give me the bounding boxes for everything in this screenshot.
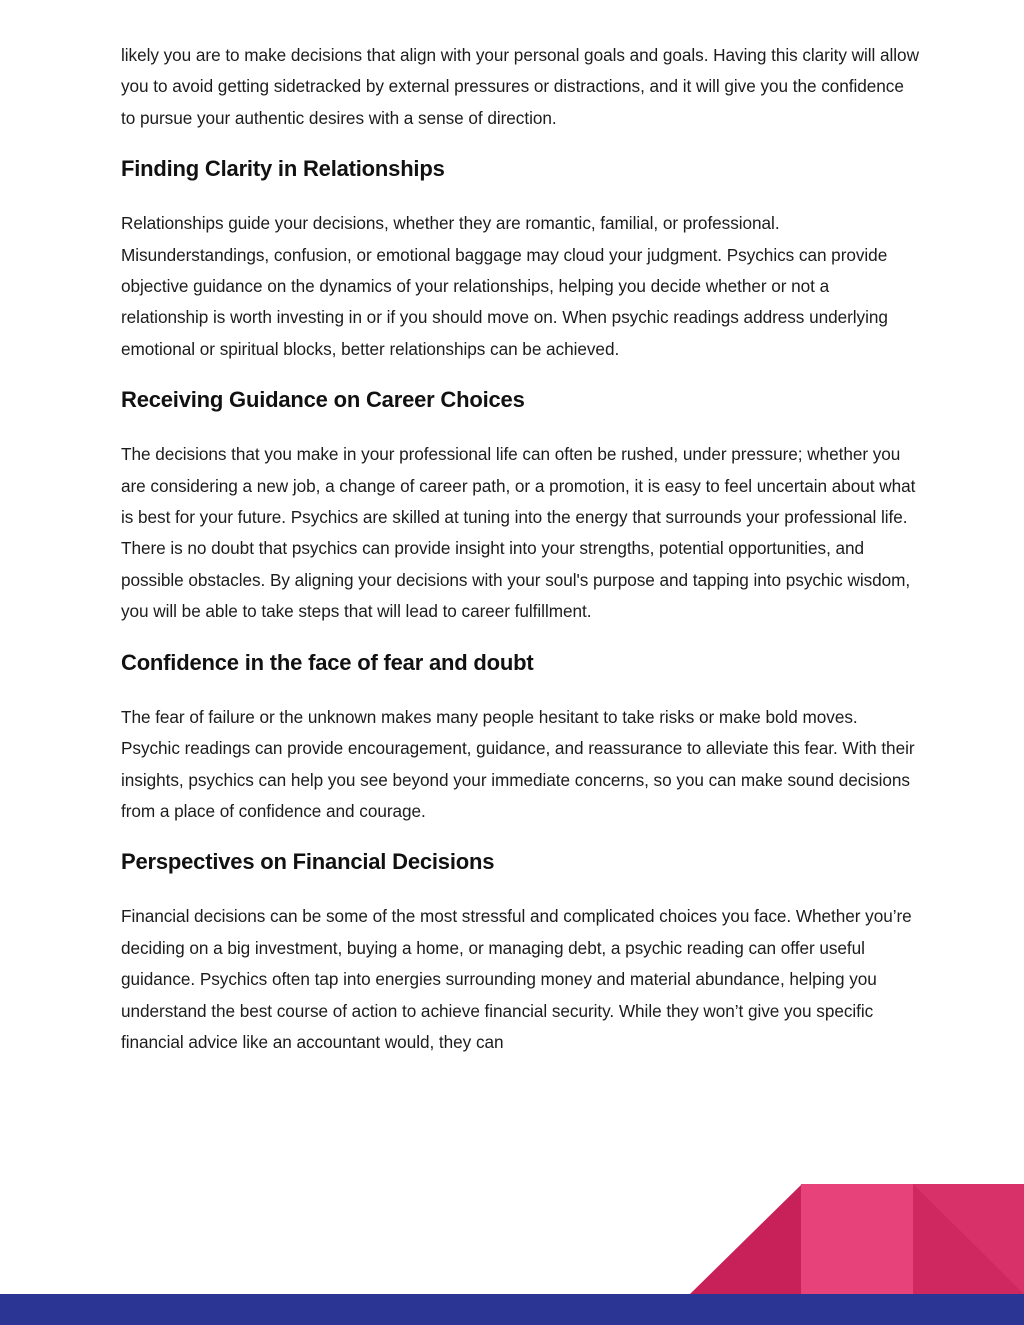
footer-band xyxy=(0,1294,1024,1325)
heading-confidence: Confidence in the face of fear and doubt xyxy=(121,649,534,675)
confidence-paragraph: The fear of failure or the unknown makes many people hesitant to take risks or make bold moves. Psychic readings can provide encouragement, guidance, and reassurance to alleviate this fear. With their insights, psychics can help you see beyond your immediate concerns, so you can make sound decisions from a place of confidence and courage. xyxy=(121,706,915,821)
decor-middle-block xyxy=(801,1184,914,1294)
heading-career: Receiving Guidance on Career Choices xyxy=(121,387,525,413)
decor-left-triangle xyxy=(690,1184,802,1294)
heading-financial: Perspectives on Financial Decisions xyxy=(121,849,495,875)
relationships-paragraph: Relationships guide your decisions, whether they are romantic, familial, or professional. Misunderstandings, confusion, or emotional baggage may cloud your judgment. Psychics can provide objective guidance on the dynamics of your relationships, helping you decide whether or not a relationship is worth investing in or if you should move on. When psychic readings address underlying emotional or spiritual blocks, better relationships can be achieved. xyxy=(121,213,888,359)
heading-relationships: Finding Clarity in Relationships xyxy=(121,156,445,182)
intro-paragraph: likely you are to make decisions that align with your personal goals and goals. Having this clarity will allow you to avoid getting sidetracked by external pressures or distractions, and it will give you the confidence to pursue your authentic desires with a sense of direction. xyxy=(121,45,919,128)
career-paragraph: The decisions that you make in your professional life can often be rushed, under pressure; whether you are considering a new job, a change of career path, or a promotion, it is easy to feel uncertain about what is best for your future. Psychics are skilled at tuning into the energy that surrounds your professional life. There is no doubt that psychics can provide insight into your strengths, potential opportunities, and possible obstacles. By aligning your decisions with your soul's purpose and tapping into psychic wisdom, you will be able to take steps that will lead to career fulfillment. xyxy=(121,444,916,622)
financial-paragraph: Financial decisions can be some of the most stressful and complicated choices you face. Whether you’re deciding on a big investment, buying a home, or managing debt, a psychic reading can offer useful guidance. Psychics often tap into energies surrounding money and material abundance, helping you understand the best course of action to achieve financial security. While they won’t give you specific financial advice like an accountant would, they can xyxy=(121,906,912,1052)
document-body xyxy=(121,40,921,1058)
corner-decoration xyxy=(690,1184,1024,1294)
